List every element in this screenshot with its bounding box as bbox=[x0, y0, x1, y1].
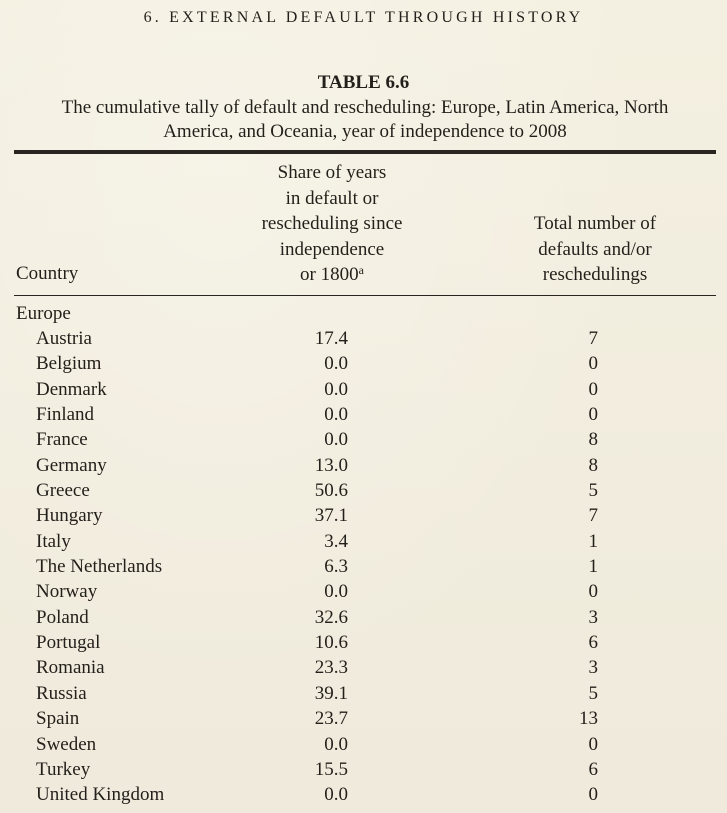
total-header-line: Total number of bbox=[533, 213, 657, 234]
share-cell: 13.0 bbox=[314, 454, 348, 476]
table-row bbox=[0, 529, 727, 554]
country-cell: Russia bbox=[36, 682, 87, 704]
share-cell: 23.3 bbox=[314, 657, 348, 679]
table-row bbox=[0, 605, 727, 630]
table-row bbox=[0, 402, 727, 427]
country-cell: Poland bbox=[36, 606, 89, 628]
total-cell: 5 bbox=[588, 682, 598, 704]
country-cell: Spain bbox=[36, 708, 80, 730]
table-row bbox=[0, 681, 727, 706]
country-cell: Sweden bbox=[36, 733, 97, 755]
table-row bbox=[0, 326, 727, 351]
total-cell: 8 bbox=[588, 454, 598, 476]
total-cell: 0 bbox=[588, 404, 598, 426]
country-cell: The Netherlands bbox=[36, 556, 163, 578]
share-cell: 0.0 bbox=[324, 784, 348, 806]
total-cell: 7 bbox=[588, 328, 598, 349]
share-header-line-last bbox=[230, 262, 434, 288]
share-header-line: rescheduling since bbox=[261, 213, 403, 234]
share-cell: 0.0 bbox=[324, 581, 348, 603]
table-row bbox=[0, 782, 727, 807]
total-cell: 0 bbox=[588, 784, 598, 806]
share-cell: 6.3 bbox=[324, 556, 348, 578]
share-cell: 0.0 bbox=[324, 733, 348, 755]
share-cell: 15.5 bbox=[314, 758, 348, 780]
total-cell: 0 bbox=[588, 733, 598, 755]
total-cell: 5 bbox=[588, 480, 598, 502]
country-cell: Finland bbox=[36, 404, 95, 426]
share-cell: 39.1 bbox=[314, 682, 348, 704]
share-header-line: independence bbox=[279, 238, 385, 260]
total-cell: 3 bbox=[588, 606, 598, 628]
table-row bbox=[0, 478, 727, 503]
share-cell: 10.6 bbox=[314, 632, 348, 654]
total-cell: 1 bbox=[588, 556, 598, 578]
share-header-line: Share of years bbox=[277, 162, 387, 183]
total-cell: 0 bbox=[588, 581, 598, 603]
country-cell: Hungary bbox=[36, 505, 103, 527]
country-cell: Turkey bbox=[36, 758, 91, 780]
country-cell: Denmark bbox=[36, 378, 107, 400]
country-cell: Austria bbox=[36, 328, 92, 349]
table-row bbox=[0, 453, 727, 478]
country-cell: Romania bbox=[36, 657, 105, 679]
country-cell: Norway bbox=[36, 581, 98, 603]
table-caption: The cumulative tally of default and rescheduling: Europe, Latin America, North America, and Oceania, year of independence to 2008 bbox=[61, 97, 669, 142]
table-row bbox=[0, 757, 727, 782]
column-header-total bbox=[510, 211, 680, 288]
share-cell: 37.1 bbox=[314, 505, 348, 527]
table-number: TABLE 6.6 bbox=[317, 72, 410, 93]
total-cell: 6 bbox=[588, 758, 598, 780]
share-cell: 0.0 bbox=[324, 378, 348, 400]
table-row bbox=[0, 655, 727, 680]
share-header-line: in default or bbox=[285, 187, 379, 209]
share-header-text: or 1800 bbox=[300, 264, 359, 285]
table-row bbox=[0, 351, 727, 376]
total-cell: 1 bbox=[588, 530, 598, 552]
table-row bbox=[0, 377, 727, 402]
total-cell: 7 bbox=[588, 505, 598, 527]
country-cell: Germany bbox=[36, 454, 107, 476]
total-header-line: defaults and/or bbox=[538, 238, 652, 260]
country-cell: Portugal bbox=[36, 632, 101, 654]
share-cell: 0.0 bbox=[324, 404, 348, 426]
country-cell: Greece bbox=[36, 480, 90, 502]
total-header-line: reschedulings bbox=[542, 264, 648, 285]
table-row bbox=[0, 706, 727, 731]
share-cell: 50.6 bbox=[314, 480, 348, 502]
total-cell: 6 bbox=[588, 632, 598, 654]
table-body bbox=[0, 326, 727, 808]
total-cell: 13 bbox=[579, 708, 598, 730]
share-cell: 32.6 bbox=[314, 606, 348, 628]
table-row bbox=[0, 554, 727, 579]
total-cell: 0 bbox=[588, 353, 598, 375]
group-label-europe: Europe bbox=[16, 303, 71, 324]
running-head: 6. EXTERNAL DEFAULT THROUGH HISTORY bbox=[143, 9, 584, 26]
share-cell: 0.0 bbox=[324, 429, 348, 451]
table-row bbox=[0, 427, 727, 452]
table-row bbox=[0, 732, 727, 757]
total-cell: 3 bbox=[588, 657, 598, 679]
country-cell: United Kingdom bbox=[36, 784, 165, 806]
table-row bbox=[0, 630, 727, 655]
footnote-marker: a bbox=[358, 263, 364, 277]
share-cell: 23.7 bbox=[314, 708, 348, 730]
header-rule bbox=[14, 295, 716, 296]
share-cell: 17.4 bbox=[314, 328, 348, 349]
top-rule bbox=[14, 150, 716, 154]
share-cell: 3.4 bbox=[324, 530, 348, 552]
total-cell: 0 bbox=[588, 378, 598, 400]
total-cell: 8 bbox=[588, 429, 598, 451]
country-cell: Italy bbox=[36, 530, 71, 552]
country-cell: France bbox=[36, 429, 88, 451]
table-row bbox=[0, 503, 727, 528]
column-header-share bbox=[230, 160, 434, 288]
column-header-country: Country bbox=[16, 263, 79, 284]
share-cell: 0.0 bbox=[324, 353, 348, 375]
country-cell: Belgium bbox=[36, 353, 102, 375]
table-row bbox=[0, 579, 727, 604]
